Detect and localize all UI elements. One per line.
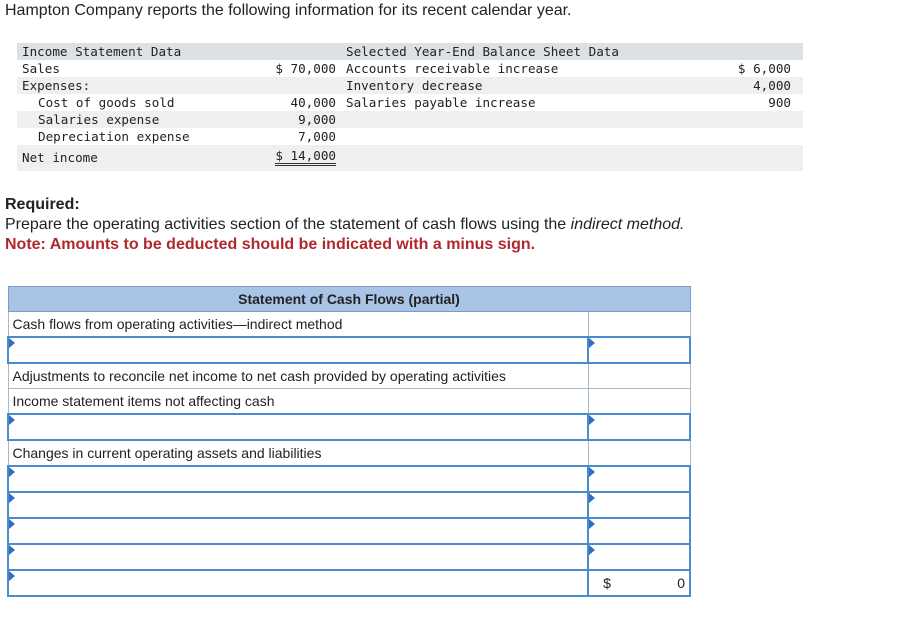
expenses-label: Expenses: <box>22 78 91 93</box>
table-row <box>8 389 690 415</box>
cogs-amount: 40,000 <box>290 95 336 110</box>
balance-sheet-header: Selected Year-End Balance Sheet Data <box>346 44 619 59</box>
label-input-cell[interactable] <box>8 337 588 363</box>
dropdown-indicator-icon <box>9 493 15 503</box>
dropdown-indicator-icon <box>589 415 595 425</box>
depreciation-amount: 7,000 <box>298 129 336 144</box>
amount-input-cell[interactable] <box>588 518 690 544</box>
table-row <box>8 312 690 338</box>
empty-amount-cell <box>588 389 690 415</box>
total-row <box>8 570 690 596</box>
empty-amount-cell <box>588 363 690 389</box>
dropdown-indicator-icon <box>589 519 595 529</box>
total-value: 0 <box>677 575 685 591</box>
table-row <box>8 337 690 363</box>
ar-label: Accounts receivable increase <box>346 61 559 76</box>
salaries-expense-label: Salaries expense <box>38 112 160 127</box>
net-income-label: Net income <box>22 150 98 165</box>
statement-title-row <box>8 287 690 312</box>
empty-amount-cell <box>588 440 690 466</box>
dropdown-indicator-icon <box>9 467 15 477</box>
amount-input-cell[interactable] <box>588 337 690 363</box>
required-note: Note: Amounts to be deducted should be indicated with a minus sign. <box>5 236 536 253</box>
data-row <box>17 77 803 94</box>
data-row <box>17 111 803 128</box>
amount-input-cell[interactable] <box>588 466 690 492</box>
total-amount-cell <box>588 570 690 596</box>
adjustments-heading: Adjustments to reconcile net income to net cash provided by operating activities <box>8 363 588 389</box>
ar-amount: $ 6,000 <box>737 61 791 76</box>
dropdown-indicator-icon <box>589 545 595 555</box>
dropdown-indicator-icon <box>589 467 595 477</box>
data-row <box>17 60 803 77</box>
cogs-label: Cost of goods sold <box>38 95 175 110</box>
required-heading: Required: <box>5 196 80 213</box>
depreciation-label: Depreciation expense <box>38 129 190 144</box>
label-input-cell[interactable] <box>8 466 588 492</box>
sales-label: Sales <box>22 61 60 76</box>
noncash-items-heading: Income statement items not affecting cash <box>8 389 588 415</box>
inventory-label: Inventory decrease <box>346 78 483 93</box>
label-input-cell[interactable] <box>8 414 588 440</box>
empty-amount-cell <box>588 312 690 338</box>
dropdown-indicator-icon <box>589 493 595 503</box>
salaries-expense-amount: 9,000 <box>298 112 336 127</box>
table-row <box>8 440 690 466</box>
table-row <box>8 414 690 440</box>
data-row <box>17 94 803 111</box>
given-data-table <box>17 43 803 171</box>
label-input-cell[interactable] <box>8 518 588 544</box>
required-section <box>5 195 685 255</box>
label-input-cell[interactable] <box>8 544 588 570</box>
data-row <box>17 128 803 145</box>
dropdown-indicator-icon <box>9 545 15 555</box>
dropdown-indicator-icon <box>9 519 15 529</box>
table-row <box>8 363 690 389</box>
dropdown-indicator-icon <box>589 338 595 348</box>
intro-text: Hampton Company reports the following information for its recent calendar year. <box>5 2 572 19</box>
income-statement-header: Income Statement Data <box>22 44 182 59</box>
total-label-input-cell[interactable] <box>8 570 588 596</box>
total-currency: $ <box>603 575 611 591</box>
net-income-amount: $ 14,000 <box>275 147 336 165</box>
table-row <box>8 518 690 544</box>
amount-input-cell[interactable] <box>588 544 690 570</box>
data-header-row <box>17 43 803 60</box>
table-row <box>8 544 690 570</box>
statement-title: Statement of Cash Flows (partial) <box>8 287 690 312</box>
amount-input-cell[interactable] <box>588 414 690 440</box>
table-row <box>8 466 690 492</box>
changes-heading: Changes in current operating assets and liabilities <box>8 440 588 466</box>
sales-amount: $ 70,000 <box>275 61 336 76</box>
salaries-payable-label: Salaries payable increase <box>346 95 536 110</box>
dropdown-indicator-icon <box>9 415 15 425</box>
label-input-cell[interactable] <box>8 492 588 518</box>
table-row <box>8 492 690 518</box>
operating-section-heading: Cash flows from operating activities—indirect method <box>8 312 588 338</box>
required-instruction: Prepare the operating activities section of the statement of cash flows using the indirect method. <box>5 216 685 233</box>
inventory-amount: 4,000 <box>753 78 791 93</box>
salaries-payable-amount: 900 <box>768 95 791 110</box>
dropdown-indicator-icon <box>9 571 15 581</box>
amount-input-cell[interactable] <box>588 492 690 518</box>
net-income-row <box>17 145 803 171</box>
dropdown-indicator-icon <box>9 338 15 348</box>
cash-flow-statement-table <box>7 286 691 597</box>
